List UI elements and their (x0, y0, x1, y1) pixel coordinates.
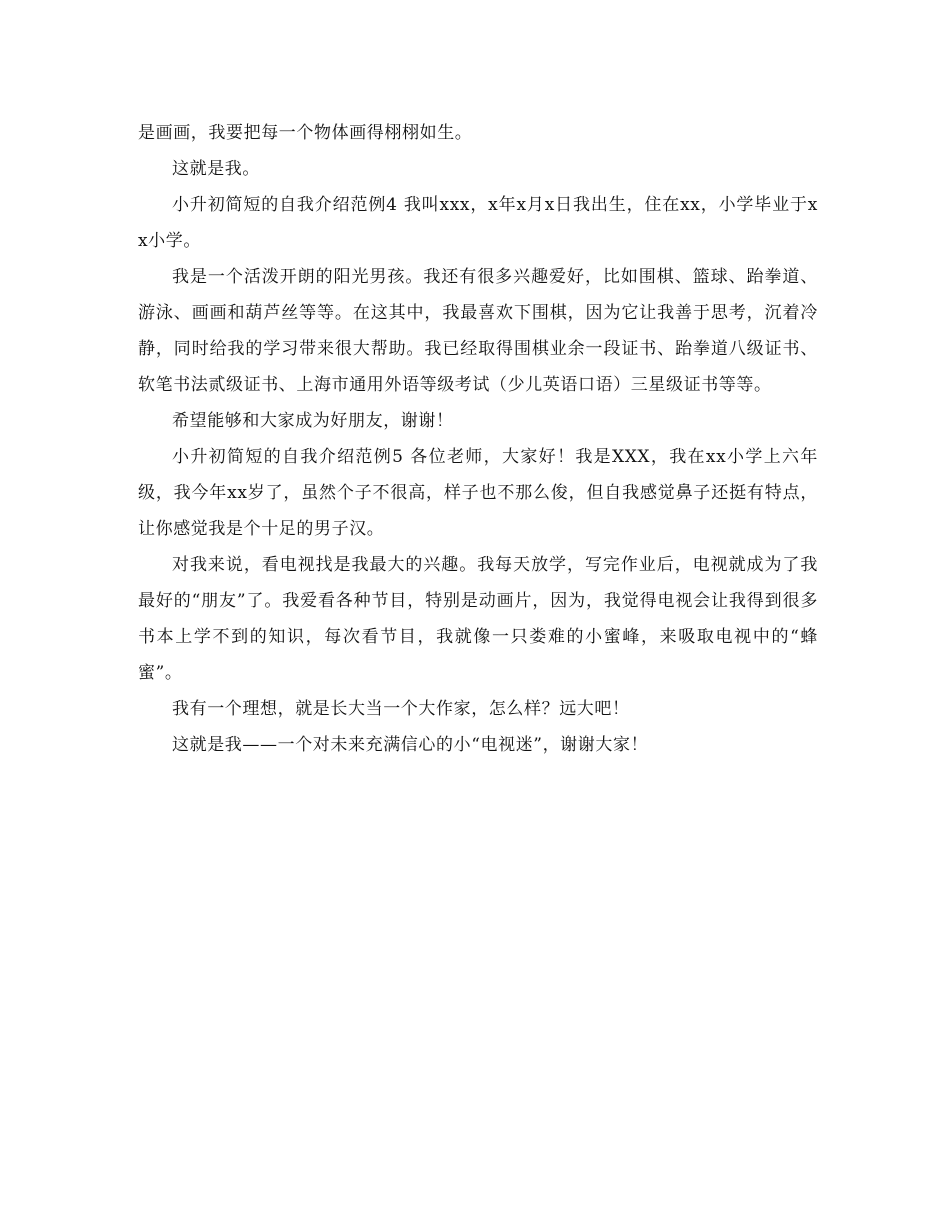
paragraph-example-5-intro: 小升初简短的自我介绍范例5 各位老师，大家好！我是XXX，我在xx小学上六年级，我今年xx岁了，虽然个子不很高，样子也不那么俊，但自我感觉鼻子还挺有特点，让你感觉我是个十足的男子汉。 (138, 447, 818, 539)
paragraph-this-is-me: 这就是我。 (172, 159, 260, 179)
paragraph-closing: 这就是我——一个对未来充满信心的小“电视迷”，谢谢大家！ (172, 735, 649, 755)
paragraph-friends: 希望能够和大家成为好朋友，谢谢！ (172, 411, 454, 431)
paragraph-hobbies: 我是一个活泼开朗的阳光男孩。我还有很多兴趣爱好，比如围棋、篮球、跆拳道、游泳、画画和葫芦丝等等。在这其中，我最喜欢下围棋，因为它让我善于思考，沉着冷静，同时给我的学习带来很大帮助。我已经取得围棋业余一段证书、跆拳道八级证书、软笔书法贰级证书、上海市通用外语等级考试（少儿英语口语）三星级证书等等。 (138, 267, 818, 395)
paragraph-tv-interest: 对我来说，看电视找是我最大的兴趣。我每天放学，写完作业后，电视就成为了我最好的“朋友”了。我爱看各种节目，特别是动画片，因为，我觉得电视会让我得到很多书本上学不到的知识，每次看节目，我就像一只娄难的小蜜峰，来吸取电视中的“蜂蜜”。 (138, 555, 818, 683)
paragraph-example-4-intro: 小升初简短的自我介绍范例4 我叫xxx，x年x月x日我出生，住在xx，小学毕业于xx小学。 (138, 195, 818, 251)
document-body (138, 115, 818, 763)
paragraph-dream: 我有一个理想，就是长大当一个大作家，怎么样？远大吧！ (172, 699, 630, 719)
paragraph-continuation: 是画画，我要把每一个物体画得栩栩如生。 (138, 123, 473, 143)
